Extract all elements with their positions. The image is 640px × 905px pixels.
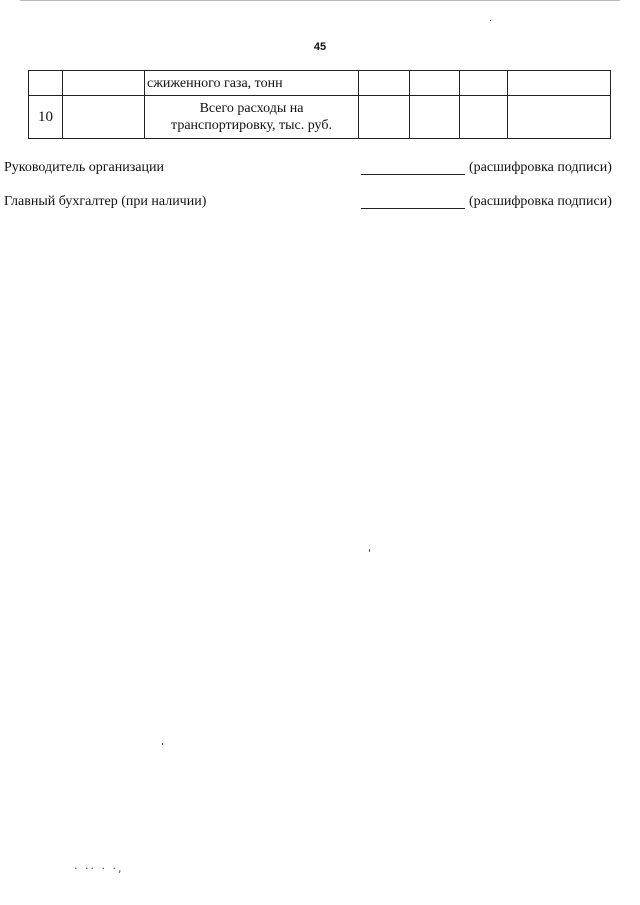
value-cell xyxy=(460,96,508,139)
value-cell xyxy=(410,96,460,139)
empty-cell xyxy=(63,71,145,96)
row-number-cell: 10 xyxy=(29,96,63,139)
footer-mark: · ·· · ·, xyxy=(74,862,124,875)
value-cell xyxy=(508,96,611,139)
expense-table xyxy=(28,70,611,139)
row-label-line: транспортировку, тыс. руб. xyxy=(171,118,332,133)
scan-speck xyxy=(162,743,163,745)
scan-speck xyxy=(490,20,491,21)
row-number-cell xyxy=(29,71,63,96)
scan-top-edge xyxy=(20,0,620,1)
signature-line xyxy=(361,174,465,175)
signature-decode-label: (расшифровка подписи) xyxy=(469,194,612,209)
value-cell xyxy=(359,96,410,139)
value-cell xyxy=(359,71,410,96)
signature-label: Руководитель организации xyxy=(4,160,164,175)
signature-line xyxy=(361,208,465,209)
signature-decode-label: (расшифровка подписи) xyxy=(469,160,612,175)
table-row xyxy=(29,96,611,139)
table-row xyxy=(29,71,611,96)
value-cell xyxy=(508,71,611,96)
row-label-line: Всего расходы на xyxy=(199,101,304,116)
signature-row-director xyxy=(0,160,640,182)
page-number: 45 xyxy=(313,41,327,53)
scan-speck xyxy=(369,549,370,552)
signature-label: Главный бухгалтер (при наличии) xyxy=(4,194,207,209)
empty-cell xyxy=(63,96,145,139)
value-cell xyxy=(410,71,460,96)
value-cell xyxy=(460,71,508,96)
row-label-cell xyxy=(145,96,359,139)
signature-row-accountant xyxy=(0,194,640,216)
row-label-cell: сжиженного газа, тонн xyxy=(145,71,359,96)
